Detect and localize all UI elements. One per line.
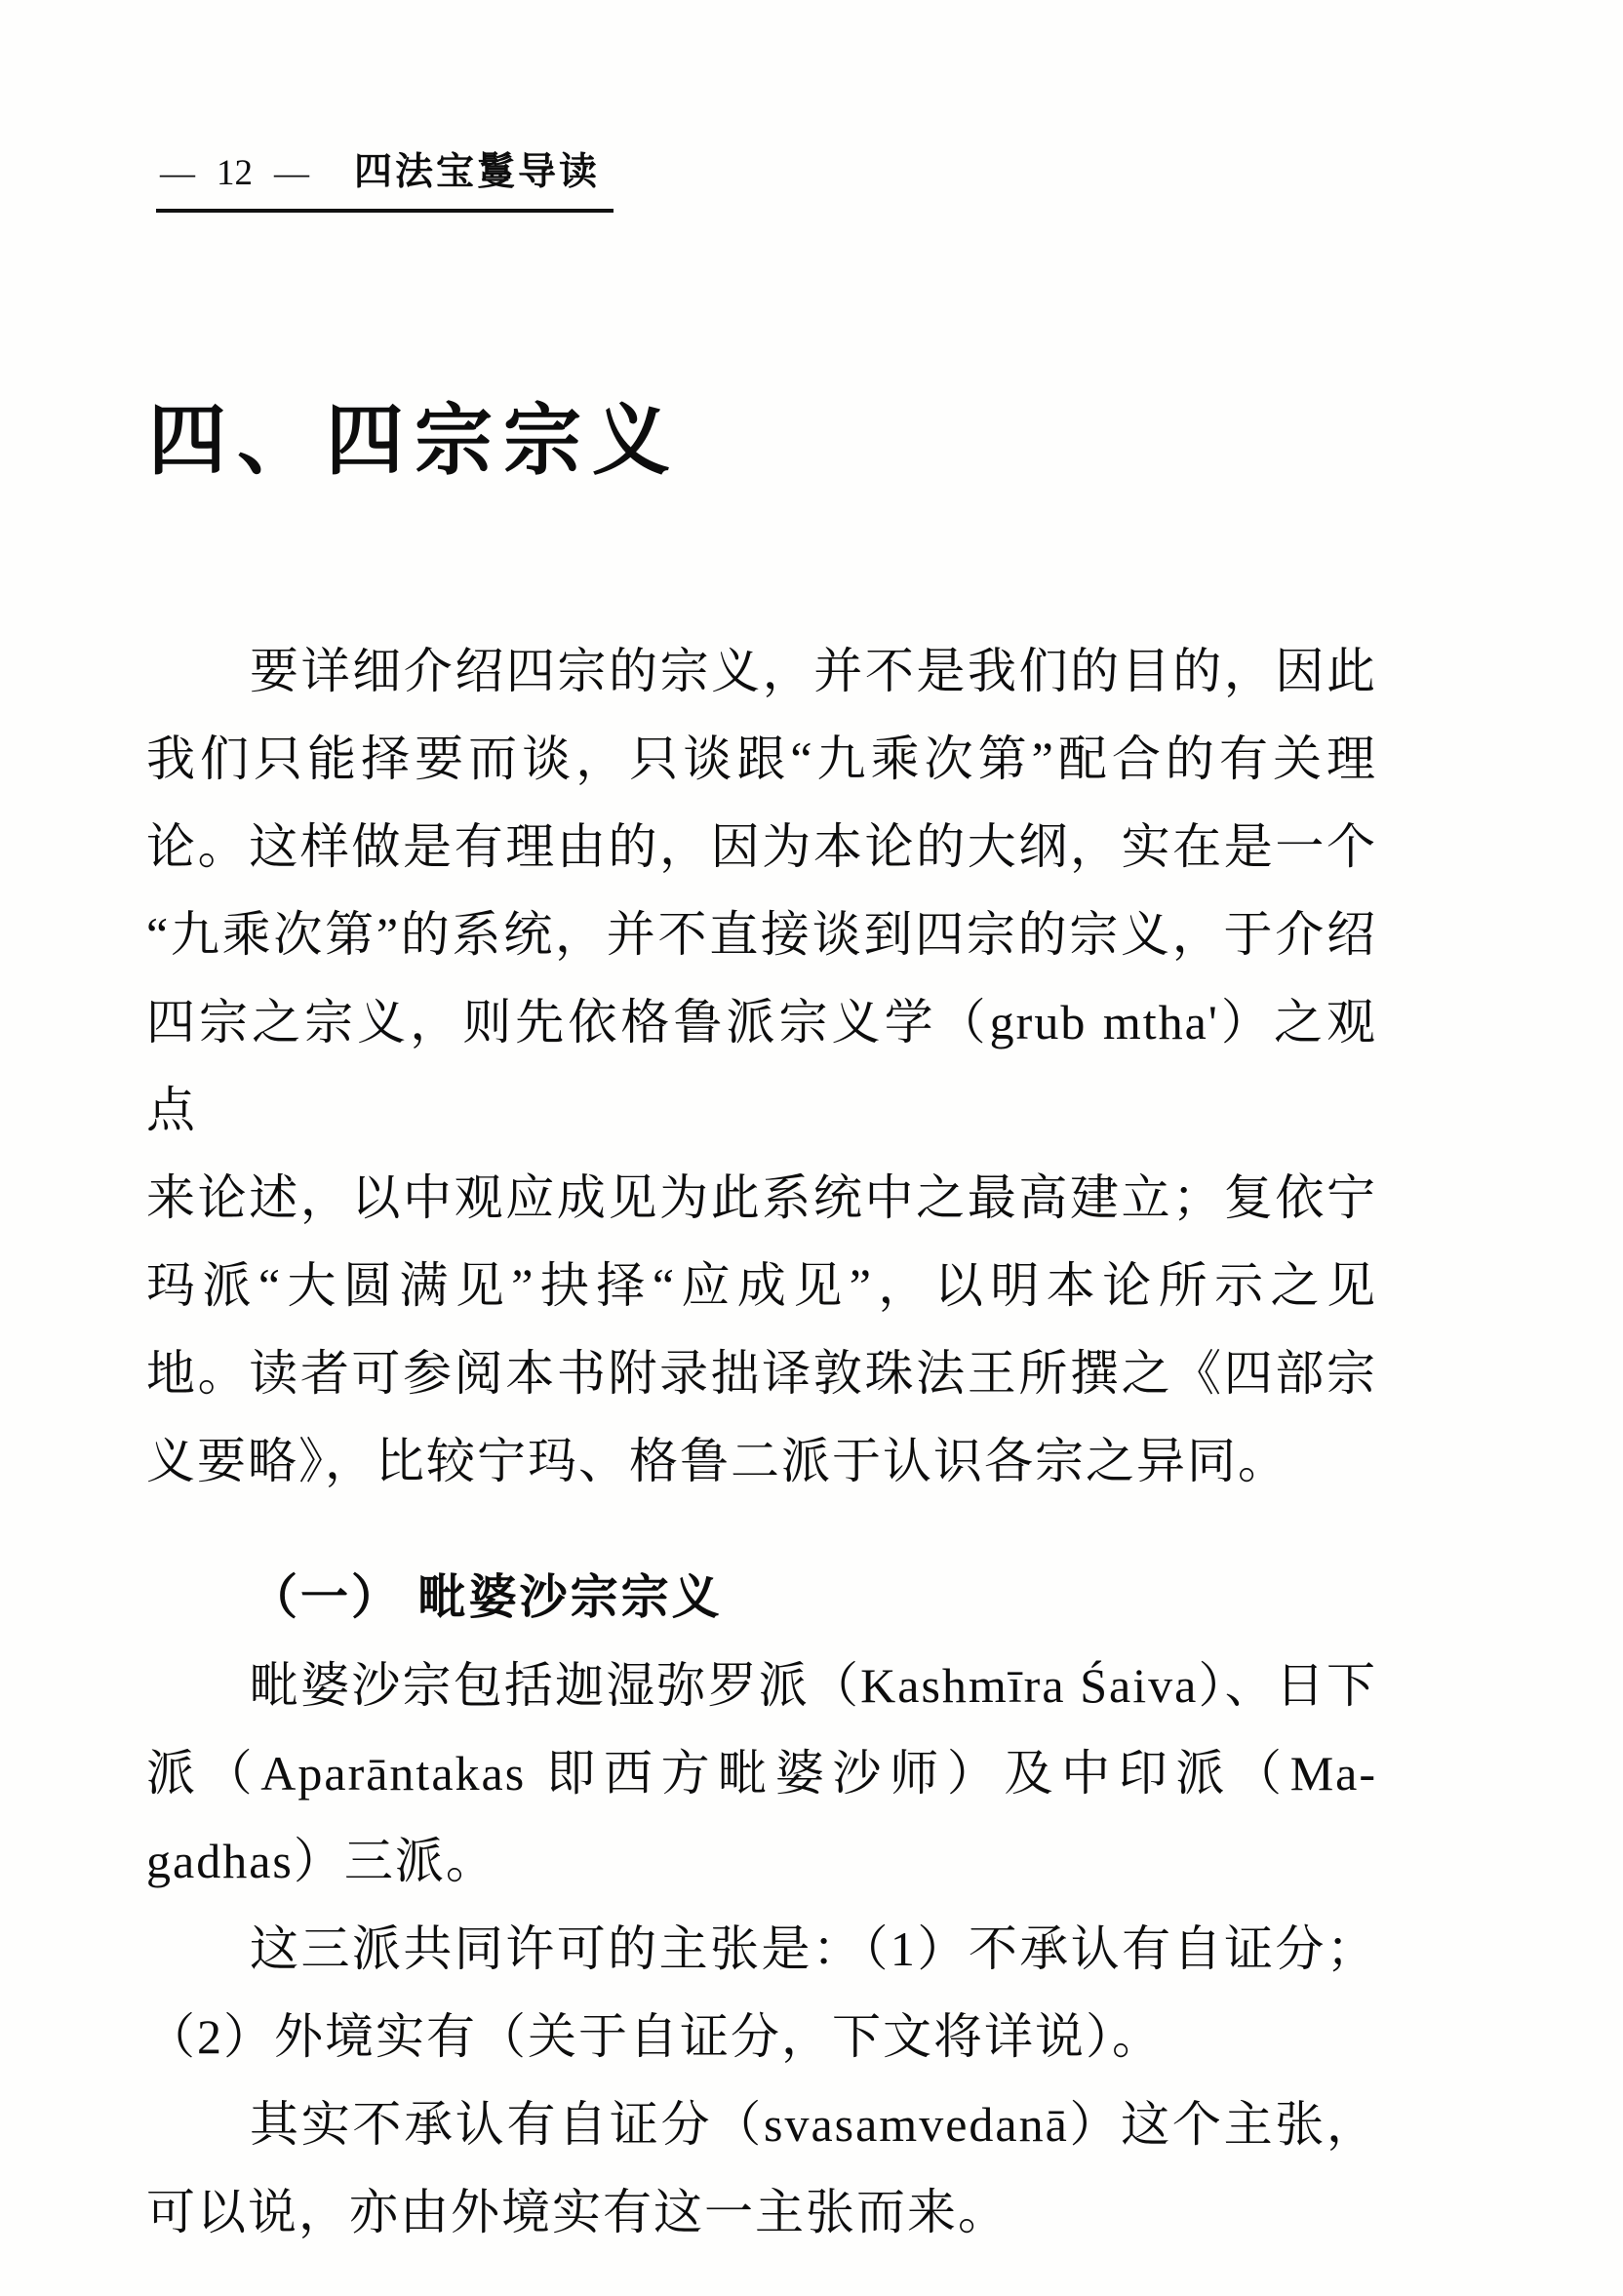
text-line: 毗婆沙宗包括迦湿弥罗派（Kashmīra Śaiva）、日下: [250, 1658, 1377, 1713]
paragraph-3: [146, 1905, 1377, 2080]
text-line: 地。读者可参阅本书附录拙译敦珠法王所撰之《四部宗: [146, 1346, 1377, 1401]
text-line: 派（Aparāntakas 即西方毗婆沙师）及中印派（Ma-: [146, 1746, 1377, 1801]
text-line: 四宗之宗义，则先依格鲁派宗义学（grub mtha'）之观点: [146, 995, 1377, 1137]
text-line: 我们只能择要而谈，只谈跟“九乘次第”配合的有关理: [146, 732, 1377, 786]
text-line: “九乘次第”的系统，并不直接谈到四宗的宗义，于介绍: [146, 907, 1377, 962]
page-number-dash-left: —: [160, 153, 195, 192]
section-heading: （一） 毗婆沙宗宗义: [250, 1571, 723, 1624]
text-line: 义要略》，比较宁玛、格鲁二派于认识各宗之异同。: [146, 1434, 1288, 1488]
text-line: 来论述，以中观应成见为此系统中之最高建立；复依宁: [146, 1170, 1377, 1225]
paragraph-4: [146, 2080, 1377, 2256]
chapter-title: 四、四宗宗义: [148, 399, 681, 485]
text-line: （2）外境实有（关于自证分，下文将详说）。: [146, 2009, 1163, 2064]
text-line: 其实不承认有自证分（svasamvedanā）这个主张，: [250, 2097, 1377, 2152]
page-number-dash-right: —: [274, 153, 309, 192]
text-line: 可以说，亦由外境实有这一主张而来。: [146, 2185, 1009, 2239]
text-line: gadhas）三派。: [146, 1834, 496, 1888]
running-book-title: 四法宝鬘导读: [354, 151, 601, 193]
paragraph-1: [146, 627, 1377, 1505]
text-line: 论。这样做是有理由的，因为本论的大纲，实在是一个: [146, 819, 1377, 874]
text-line: 要详细介绍四宗的宗义，并不是我们的目的，因此: [250, 644, 1377, 698]
text-line: 玛派“大圆满见”抉择“应成见”，以明本论所示之见: [146, 1258, 1377, 1313]
page-number: 12: [217, 153, 253, 193]
paragraph-2: [146, 1642, 1377, 1905]
text-line: 这三派共同许可的主张是：（1）不承认有自证分；: [250, 1921, 1377, 1976]
running-header: [156, 152, 614, 213]
body-text-column: [146, 627, 1377, 2256]
